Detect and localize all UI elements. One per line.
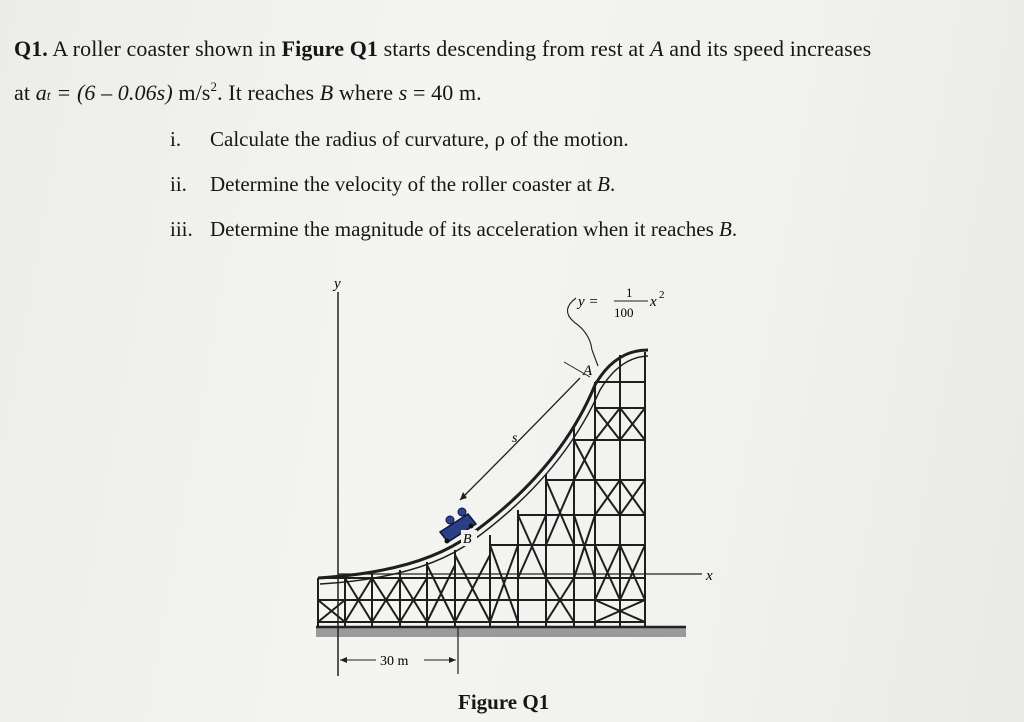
accel-unit: m/s xyxy=(172,80,211,105)
x-axis-label: x xyxy=(706,568,713,584)
sub-question-end: . xyxy=(610,172,616,196)
accel-symbol: a xyxy=(35,80,47,105)
track-curve xyxy=(318,350,648,578)
y-axis-label: y xyxy=(334,276,341,292)
arrow-left-icon xyxy=(340,657,347,663)
point-a-ref: A xyxy=(650,36,664,61)
question-line-2 xyxy=(14,80,482,106)
dimension-label: 30 m xyxy=(380,654,409,669)
equation-numerator: 1 xyxy=(626,285,633,300)
question-intro: A roller coaster shown in xyxy=(52,36,276,61)
curve-equation xyxy=(567,285,664,366)
s-label: s xyxy=(512,431,518,446)
equation-y: y = xyxy=(578,294,599,310)
sub-question-text-wrap xyxy=(210,217,737,242)
point-b-label: B xyxy=(463,532,472,547)
accel-subscript: t xyxy=(46,89,51,104)
roller-coaster-figure xyxy=(300,268,740,688)
sub-question-text: Calculate the radius of curvature, ρ of the motion. xyxy=(210,127,629,151)
support-frame xyxy=(318,352,645,627)
question-number: Q1. xyxy=(14,36,48,61)
line2-where: where xyxy=(338,80,394,105)
sub-question-number: iii. xyxy=(170,217,193,241)
point-a-label: A xyxy=(583,363,593,379)
figure-caption: Figure Q1 xyxy=(458,690,550,714)
sub-question-end: . xyxy=(731,217,738,241)
line2-at: at xyxy=(14,80,31,105)
s-symbol: s xyxy=(398,80,408,105)
sub-question-text: Determine the magnitude of its acceleration when it reaches xyxy=(210,217,714,241)
arrow-right-icon xyxy=(449,657,456,663)
point-b-ref: B xyxy=(319,80,334,105)
sub-question-number: i. xyxy=(170,127,182,151)
equation-x: x xyxy=(650,294,657,310)
s-value: = 40 m. xyxy=(407,80,482,105)
line2-rest: . It reaches xyxy=(217,80,315,105)
question-intro-end: and its speed increases xyxy=(669,36,872,61)
sub-question-number: ii. xyxy=(170,172,187,196)
sub-question-text-wrap xyxy=(210,172,615,197)
figure-reference: Figure Q1 xyxy=(281,36,379,61)
accel-unit-exponent: 2 xyxy=(210,79,218,94)
sub-question-text: Determine the velocity of the roller coaster at xyxy=(210,172,592,196)
accel-expression: = (6 – 0.06s) xyxy=(50,80,173,105)
question-intro-rest: starts descending from rest at xyxy=(383,36,645,61)
point-b-ref: B xyxy=(719,217,732,241)
question-line-1 xyxy=(14,36,871,62)
track-rail xyxy=(320,356,648,584)
equation-denominator: 100 xyxy=(614,305,634,320)
equation-exponent: 2 xyxy=(659,289,665,301)
s-arc-arrow xyxy=(460,378,580,500)
ground-hatch xyxy=(316,627,686,637)
point-b-ref: B xyxy=(597,172,610,196)
